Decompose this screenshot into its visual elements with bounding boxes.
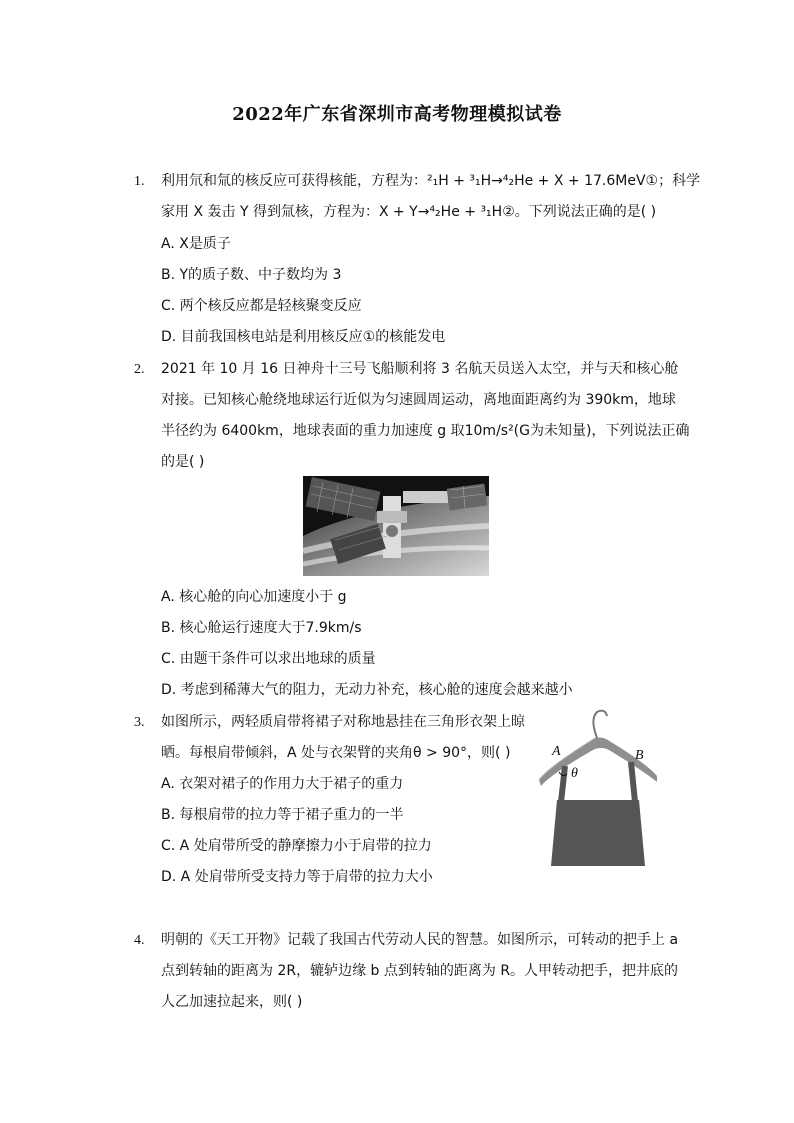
question-text-line: 利用氘和氚的核反应可获得核能，方程为：²₁H + ³₁H→⁴₂He + X + 17.6MeV①；科学 xyxy=(161,173,701,189)
answer-option: B. 每根肩带的拉力等于裙子重力的一半 xyxy=(161,807,404,823)
answer-option: D. A 处肩带所受支持力等于肩带的拉力大小 xyxy=(161,869,433,885)
answer-option: B. 核心舱运行速度大于7.9km/s xyxy=(161,620,362,636)
question-text-line: 晒。每根肩带倾斜，A 处与衣架臂的夹角θ > 90°，则( ) xyxy=(161,745,511,761)
answer-option: C. A 处肩带所受的静摩擦力小于肩带的拉力 xyxy=(161,838,432,854)
question-number: 2. xyxy=(134,362,145,377)
question-text-line: 家用 X 轰击 Y 得到氚核，方程为：X + Y→⁴₂He + ³₁H②。下列说法正确的是( ) xyxy=(161,204,657,220)
space-station-image xyxy=(303,476,489,576)
answer-option: D. 考虑到稀薄大气的阻力，无动力补充，核心舱的速度会越来越小 xyxy=(161,682,573,698)
point-a-label: A xyxy=(552,744,561,759)
theta-label: θ xyxy=(571,766,578,781)
question-text-line: 对接。已知核心舱绕地球运行近似为匀速圆周运动，离地面距离约为 390km，地球 xyxy=(161,392,676,408)
answer-option: A. 衣架对裙子的作用力大于裙子的重力 xyxy=(161,776,404,792)
question-text-line: 点到转轴的距离为 2R，辘轳边缘 b 点到转轴的距离为 R。人甲转动把手，把井底的 xyxy=(161,963,679,979)
hanger-figure xyxy=(537,708,659,870)
question-number: 3. xyxy=(134,715,145,730)
space-station-photo xyxy=(303,476,489,576)
point-b-label: B xyxy=(635,748,644,763)
hanger-diagram xyxy=(537,708,659,870)
answer-option: D. 目前我国核电站是利用核反应①的核能发电 xyxy=(161,329,446,345)
question-text-line: 2021 年 10 月 16 日神舟十三号飞船顺利将 3 名航天员送入太空，并与天和核心舱 xyxy=(161,361,679,377)
question-number: 1. xyxy=(134,174,145,189)
question-text-line: 人乙加速拉起来，则( ) xyxy=(161,994,303,1010)
page-title: 2022年广东省深圳市高考物理模拟试卷 xyxy=(232,104,562,125)
answer-option: C. 两个核反应都是轻核聚变反应 xyxy=(161,298,362,314)
question-text-line: 明朝的《天工开物》记载了我国古代劳动人民的智慧。如图所示，可转动的把手上 a xyxy=(161,932,679,948)
question-text-line: 如图所示，两轻质肩带将裙子对称地悬挂在三角形衣架上晾 xyxy=(161,714,525,730)
question-text-line: 的是( ) xyxy=(161,454,205,470)
answer-option: B. Y的质子数、中子数均为 3 xyxy=(161,267,342,283)
question-text-line: 半径约为 6400km，地球表面的重力加速度 g 取10m/s²(G为未知量)，下列说法正确 xyxy=(161,423,690,439)
answer-option: A. 核心舱的向心加速度小于 g xyxy=(161,589,347,605)
answer-option: A. X是质子 xyxy=(161,236,231,252)
question-number: 4. xyxy=(134,933,145,948)
answer-option: C. 由题干条件可以求出地球的质量 xyxy=(161,651,376,667)
